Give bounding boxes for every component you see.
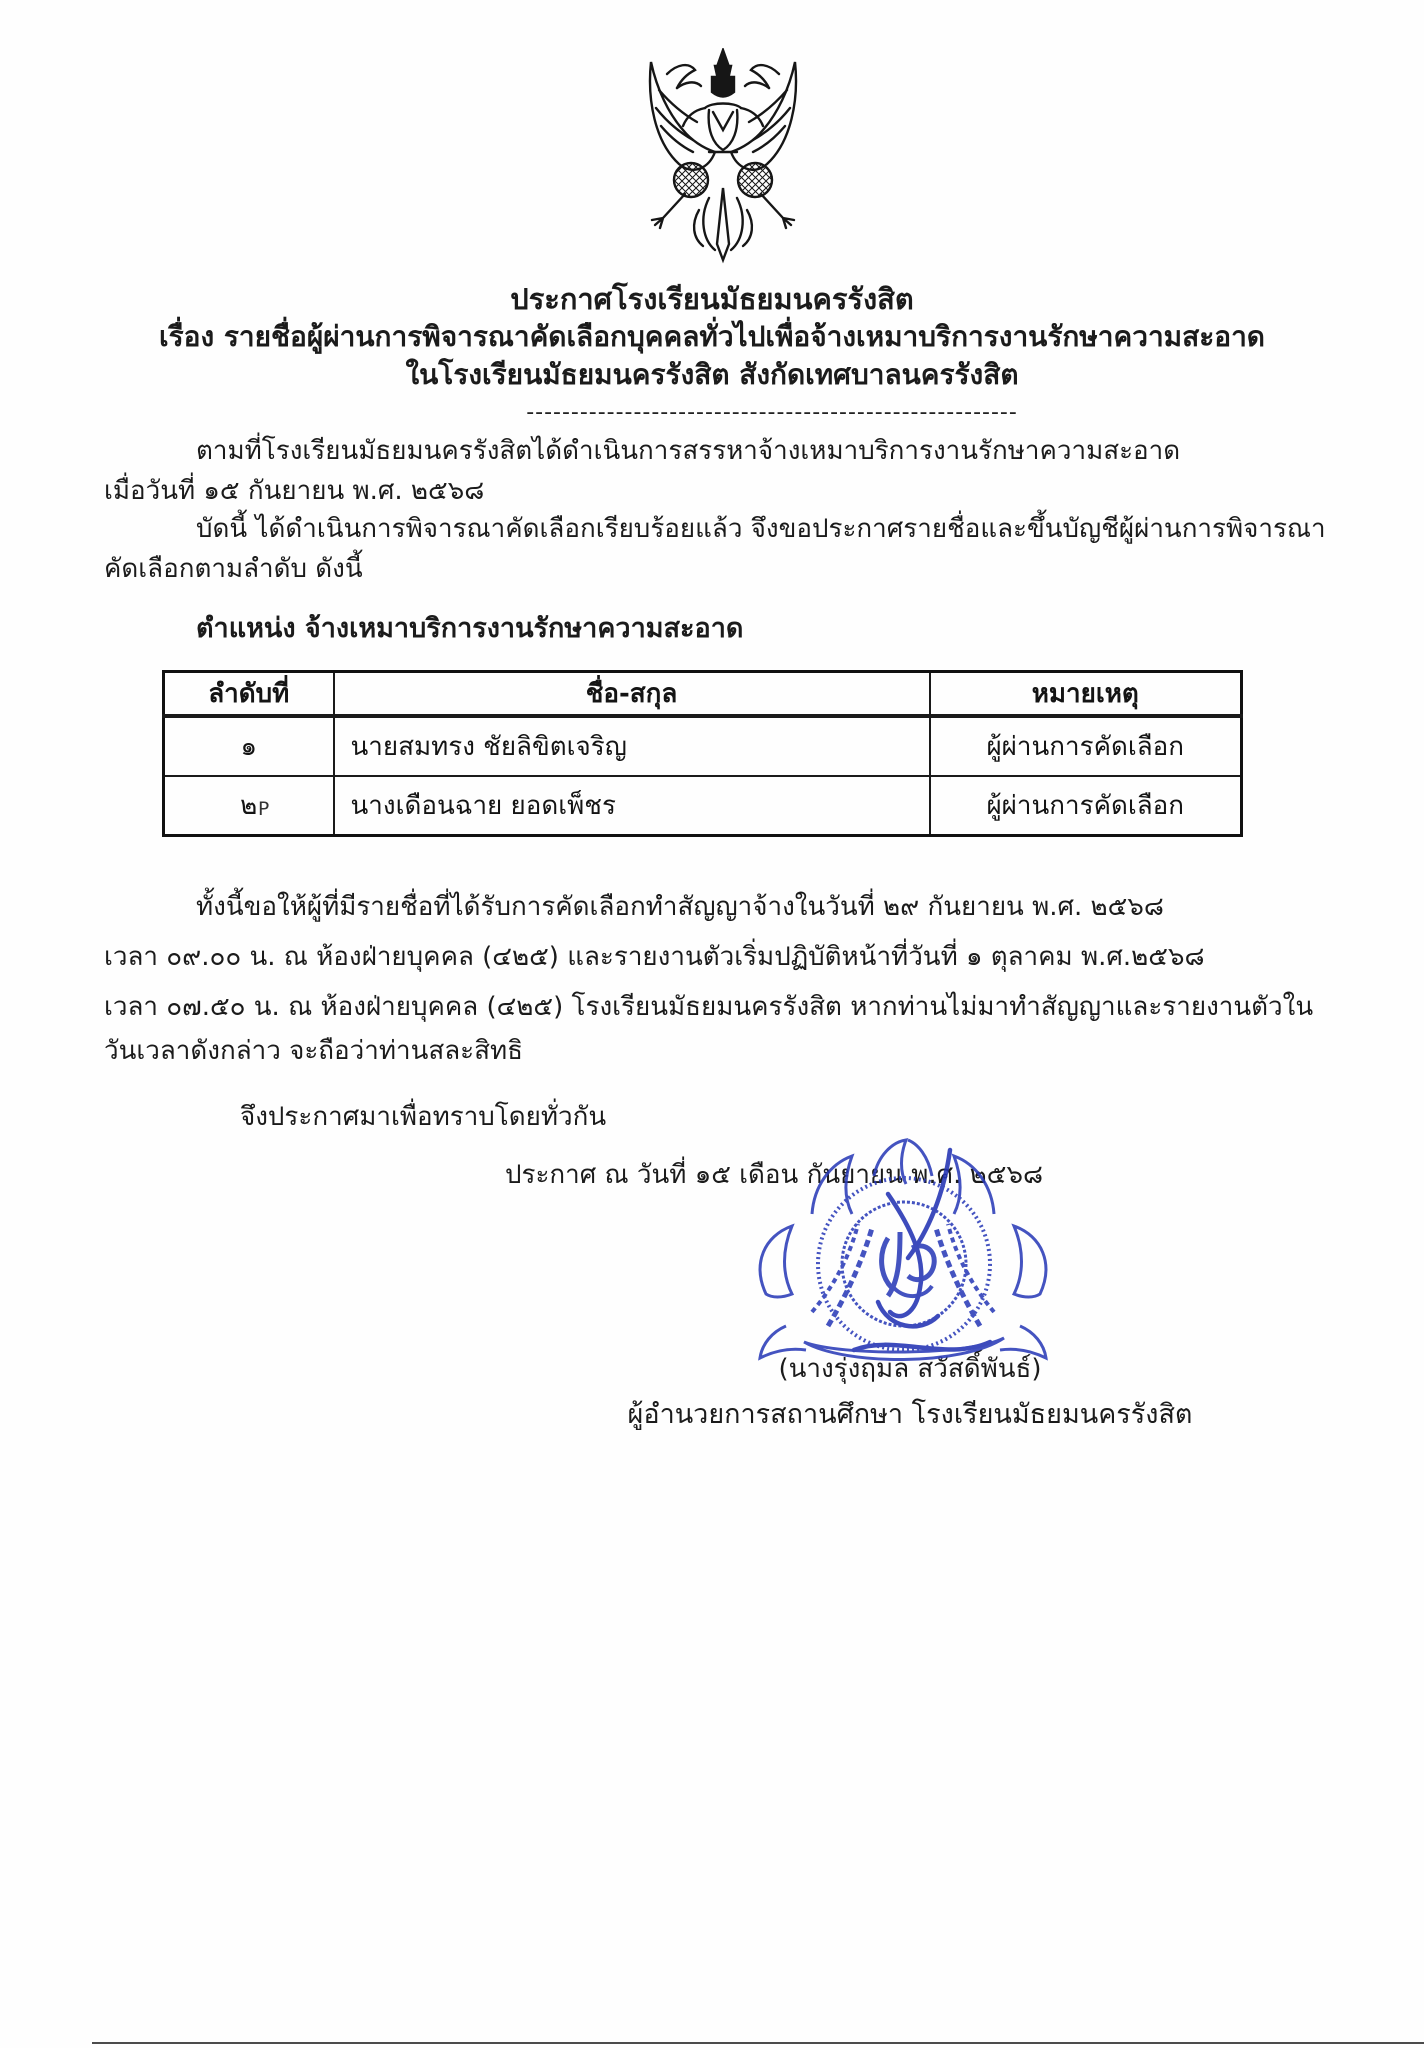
garuda-emblem: [633, 48, 813, 266]
row1-index: ๑: [164, 716, 334, 776]
table-row: [164, 716, 1242, 776]
doc-title: ประกาศโรงเรียนมัธยมนครรังสิต: [510, 282, 914, 316]
paragraph2-line4: วันเวลาดังกล่าว จะถือว่าท่านสละสิทธิ: [104, 1036, 524, 1066]
position-heading: ตำแหน่ง จ้างเหมาบริการงานรักษาความสะอาด: [196, 613, 744, 644]
table-header-row: [164, 672, 1242, 717]
paragraph1-line4: คัดเลือกตามลำดับ ดังนี้: [104, 554, 363, 584]
municipality-lotus-seal: [742, 1136, 1064, 1404]
stray-scan-mark: P: [258, 798, 270, 820]
row2-name: นางเดือนฉาย ยอดเพ็ชร: [334, 776, 930, 836]
paragraph2-line1: ทั้งนี้ขอให้ผู้ที่มีรายชื่อที่ได้รับการคัดเลือกทำสัญญาจ้างในวันที่ ๒๙ กันยายน พ.ศ. ๒๕๖๘: [196, 892, 1164, 922]
doc-subject-line1: เรื่อง รายชื่อผู้ผ่านการพิจารณาคัดเลือกบุคคลทั่วไปเพื่อจ้างเหมาบริการงานรักษาความสะอาด: [159, 320, 1265, 353]
scan-edge-artifact: [92, 2042, 1424, 2044]
paragraph1-line3: บัดนี้ ได้ดำเนินการพิจารณาคัดเลือกเรียบร้อยแล้ว จึงขอประกาศรายชื่อและขึ้นบัญชีผู้ผ่านการพิจารณา: [196, 514, 1326, 544]
paragraph2-line3: เวลา ๐๗.๕๐ น. ณ ห้องฝ่ายบุคคล (๔๒๕) โรงเรียนมัธยมนครรังสิต หากท่านไม่มาทำสัญญาและรายงานตัวใน: [104, 992, 1314, 1022]
issued-date-line: ประกาศ ณ วันที่ ๑๕ เดือน กันยายน พ.ศ. ๒๕๖๘: [505, 1160, 1044, 1190]
col-header-remark: หมายเหตุ: [930, 672, 1242, 717]
row1-remark: ผู้ผ่านการคัดเลือก: [930, 716, 1242, 776]
doc-subject-line2: ในโรงเรียนมัธยมนครรังสิต สังกัดเทศบาลนครรังสิต: [405, 358, 1019, 391]
signer-name: (นางรุ่งฤมล สวัสดิ์พันธ์): [778, 1354, 1042, 1384]
paragraph1-line1: ตามที่โรงเรียนมัธยมนครรังสิตได้ดำเนินการสรรหาจ้างเหมาบริการงานรักษาความสะอาด: [196, 436, 1181, 466]
table-row: [164, 776, 1242, 836]
signer-title: ผู้อำนวยการสถานศึกษา โรงเรียนมัธยมนครรังสิต: [627, 1399, 1193, 1430]
paragraph1-line2: เมื่อวันที่ ๑๕ กันยายน พ.ศ. ๒๕๖๘: [104, 476, 485, 506]
col-header-name: ชื่อ-สกุล: [334, 672, 930, 717]
closing-line: จึงประกาศมาเพื่อทราบโดยทั่วกัน: [240, 1102, 607, 1132]
row2-index: ๒: [164, 776, 334, 836]
dashed-divider: -------------------------------------------------------: [526, 400, 1018, 425]
candidates-table: [162, 670, 1243, 837]
row1-name: นายสมทรง ชัยลิขิตเจริญ: [334, 716, 930, 776]
col-header-index: ลำดับที่: [164, 672, 334, 717]
row2-remark: ผู้ผ่านการคัดเลือก: [930, 776, 1242, 836]
paragraph2-line2: เวลา ๐๙.๐๐ น. ณ ห้องฝ่ายบุคคล (๔๒๕) และรายงานตัวเริ่มปฏิบัติหน้าที่วันที่ ๑ ตุลาคม พ.ศ.๒๕๖๘: [104, 942, 1205, 972]
